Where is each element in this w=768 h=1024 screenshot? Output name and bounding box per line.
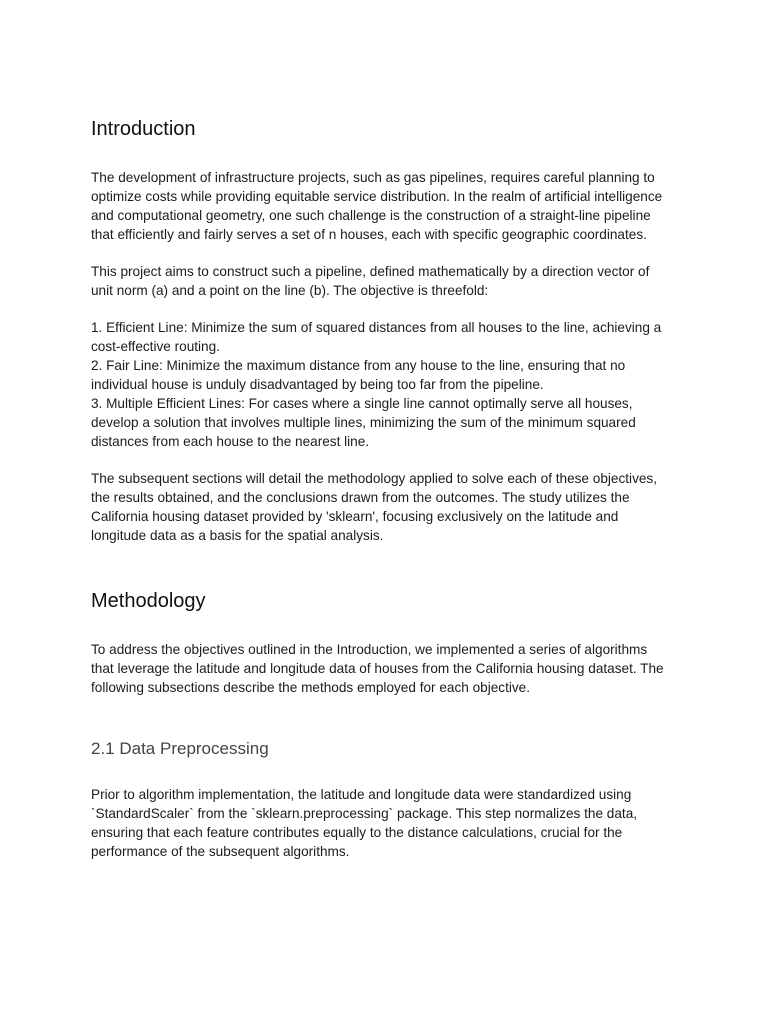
text-line: that leverage the latitude and longitude data of houses from the California housing dataset. The <box>91 661 664 676</box>
text-line: develop a solution that involves multiple lines, minimizing the sum of the minimum squared <box>91 415 636 430</box>
data-preprocessing-heading: 2.1 Data Preprocessing <box>91 739 269 758</box>
text-line: This project aims to construct such a pipeline, defined mathematically by a direction vector of <box>91 264 650 279</box>
text-line: unit norm (a) and a point on the line (b). The objective is threefold: <box>91 283 489 298</box>
text-line: longitude data as a basis for the spatial analysis. <box>91 528 384 543</box>
text-line: performance of the subsequent algorithms. <box>91 844 350 859</box>
introduction-paragraph-4 <box>91 469 691 545</box>
text-line: distances from each house to the nearest line. <box>91 434 370 449</box>
text-line: To address the objectives outlined in the Introduction, we implemented a series of algorithms <box>91 642 648 657</box>
text-line: and computational geometry, one such challenge is the construction of a straight-line pipeline <box>91 208 651 223</box>
text-line: optimize costs while providing equitable service distribution. In the realm of artificial intelligence <box>91 189 663 204</box>
introduction-heading: Introduction <box>91 118 196 140</box>
text-line: following subsections describe the methods employed for each objective. <box>91 680 531 695</box>
methodology-heading: Methodology <box>91 590 206 612</box>
text-line: The subsequent sections will detail the methodology applied to solve each of these objectives, <box>91 471 657 486</box>
text-line: the results obtained, and the conclusions drawn from the outcomes. The study utilizes the <box>91 490 630 505</box>
text-line: ensuring that each feature contributes equally to the distance calculations, crucial for the <box>91 825 623 840</box>
text-line: 3. Multiple Efficient Lines: For cases where a single line cannot optimally serve all houses, <box>91 396 633 411</box>
text-line: cost-effective routing. <box>91 339 220 354</box>
objectives-list <box>91 318 691 451</box>
text-line: 2. Fair Line: Minimize the maximum distance from any house to the line, ensuring that no <box>91 358 626 373</box>
text-line: California housing dataset provided by 'sklearn', focusing exclusively on the latitude and <box>91 509 619 524</box>
text-line: `StandardScaler` from the `sklearn.preprocessing` package. This step normalizes the data, <box>91 806 638 821</box>
text-line: The development of infrastructure projects, such as gas pipelines, requires careful planning to <box>91 170 655 185</box>
text-line: 1. Efficient Line: Minimize the sum of squared distances from all houses to the line, achieving a <box>91 320 662 335</box>
text-line: that efficiently and fairly serves a set of n houses, each with specific geographic coordinates. <box>91 227 647 242</box>
text-line: Prior to algorithm implementation, the latitude and longitude data were standardized using <box>91 787 632 802</box>
introduction-paragraph-1 <box>91 168 691 244</box>
methodology-paragraph-1 <box>91 640 691 697</box>
data-preprocessing-paragraph-1 <box>91 785 691 861</box>
text-line: individual house is unduly disadvantaged by being too far from the pipeline. <box>91 377 544 392</box>
introduction-paragraph-2 <box>91 262 691 300</box>
